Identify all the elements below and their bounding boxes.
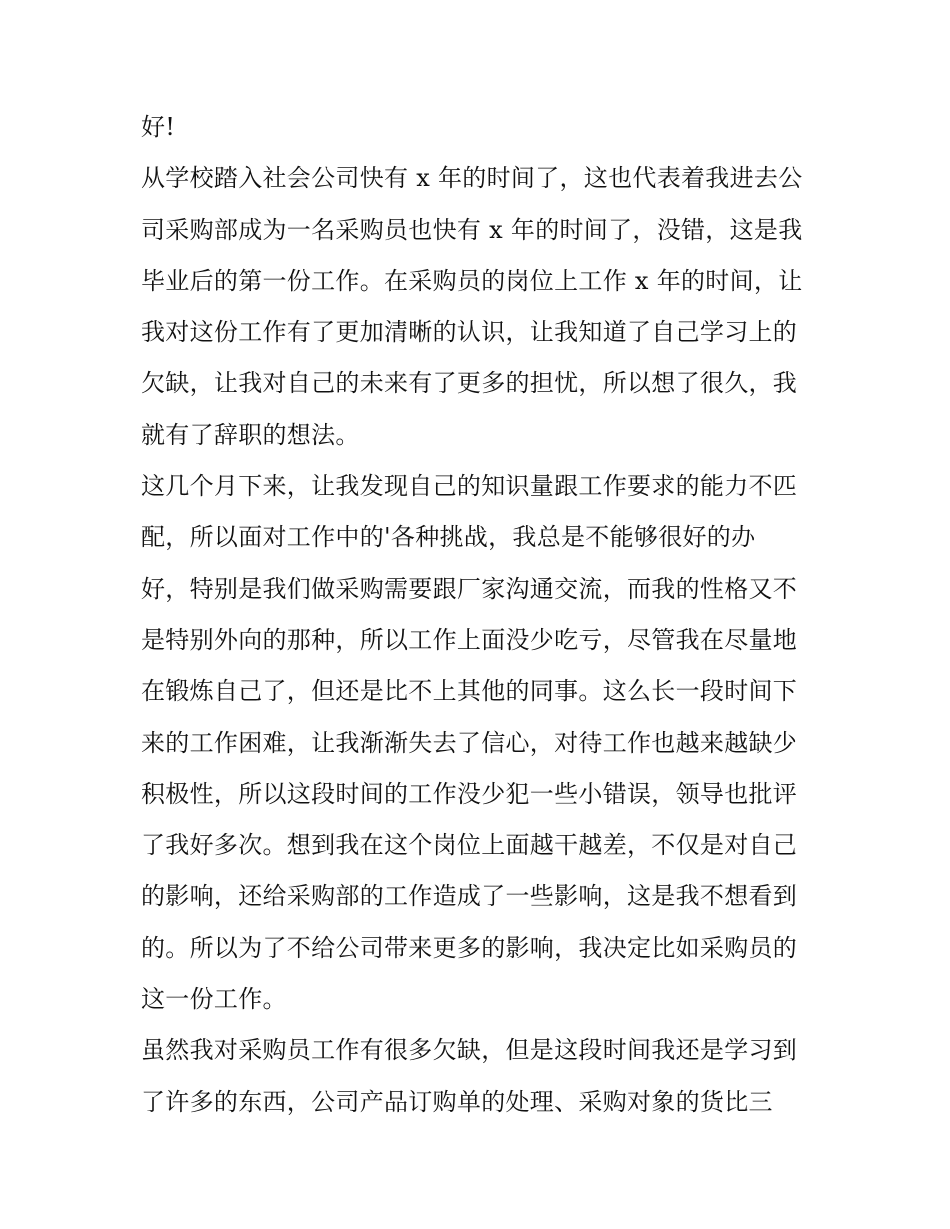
text-line: 好! — [141, 113, 176, 141]
text-line: 的。所以为了不给公司带来更多的影响，我决定比如采购员的 — [141, 933, 798, 962]
text-line: 是特别外向的那种，所以工作上面没少吃亏，尽管我在尽量地 — [141, 625, 798, 654]
document-body — [141, 102, 821, 1128]
text-line: 了许多的东西，公司产品订购单的处理、采购对象的货比三 — [141, 1087, 773, 1116]
text-line: 了我好多次。想到我在这个岗位上面越干越差，不仅是对自己 — [141, 831, 798, 860]
text-line: 好，特别是我们做采购需要跟厂家沟通交流，而我的性格又不 — [141, 574, 798, 603]
text-line: 虽然我对采购员工作有很多欠缺，但是这段时间我还是学习到 — [141, 1036, 798, 1065]
text-line: 积极性，所以这段时间的工作没少犯一些小错误，领导也批评 — [141, 779, 798, 808]
text-line: 来的工作困难，让我渐渐失去了信心，对待工作也越来越缺少 — [141, 728, 798, 757]
text-line: 欠缺，让我对自己的未来有了更多的担忧，所以想了很久，我 — [141, 369, 798, 398]
text-line: 的影响，还给采购部的工作造成了一些影响，这是我不想看到 — [141, 882, 798, 911]
text-line: 在锻炼自己了，但还是比不上其他的同事。这么长一段时间下 — [141, 677, 798, 706]
text-line: 这几个月下来，让我发现自己的知识量跟工作要求的能力不匹 — [141, 472, 798, 501]
text-line: 我对这份工作有了更加清晰的认识，让我知道了自己学习上的 — [141, 318, 798, 347]
text-line: 司采购部成为一名采购员也快有 x 年的时间了，没错，这是我 — [141, 215, 803, 244]
text-line: 毕业后的第一份工作。在采购员的岗位上工作 x 年的时间，让 — [141, 266, 803, 295]
text-line: 配，所以面对工作中的'各种挑战，我总是不能够很好的办 — [141, 523, 756, 552]
text-line: 就有了辞职的想法。 — [141, 420, 360, 449]
text-line: 从学校踏入社会公司快有 x 年的时间了，这也代表着我进去公 — [141, 164, 803, 193]
text-line: 这一份工作。 — [141, 985, 287, 1014]
